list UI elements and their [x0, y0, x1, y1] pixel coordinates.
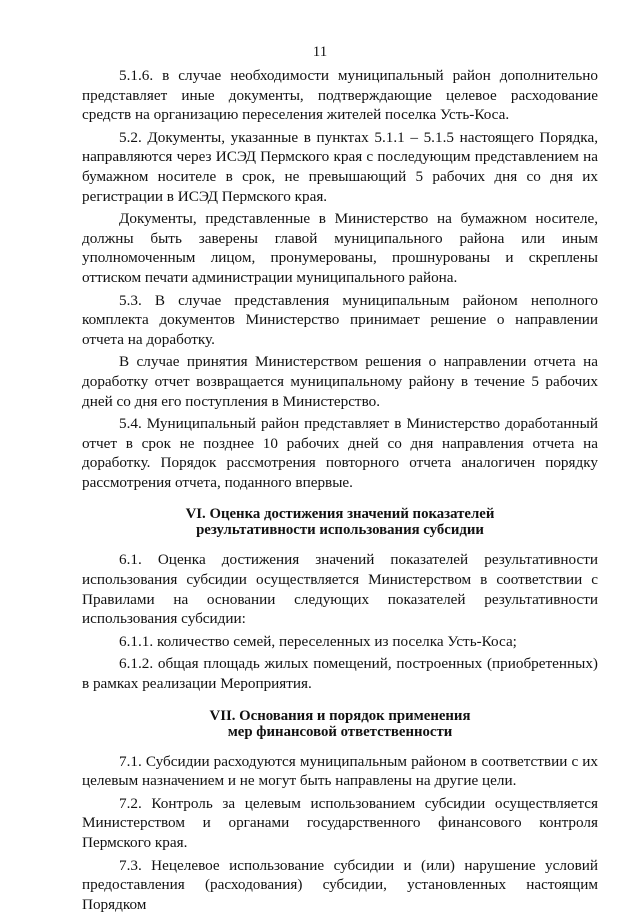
section-6-heading — [82, 506, 598, 538]
paragraph-5-2: 5.2. Документы, указанные в пунктах 5.1.1 – 5.1.5 настоящего Порядка, направляются через ИСЭД Пермского края с последующим представлением на бумажном носителе в срок, не превышающий 5 рабочих дня со дня их регистрации в ИСЭД Пермского края. — [82, 128, 598, 205]
paragraph-6-1-1: 6.1.1. количество семей, переселенных из поселка Усть-Коса; — [119, 632, 517, 650]
paragraph-5-4: 5.4. Муниципальный район представляет в Министерство доработанный отчет в срок не позднее 10 рабочих дней со дня направления отчета на доработку. Порядок рассмотрения повторного отчета аналогичен порядку рассмотрения отчета, поданного впервые. — [82, 415, 598, 491]
paragraph-5-1-6: 5.1.6. в случае необходимости муниципальный район дополнительно представляет иные документы, подтверждающие целевое расходование средств на организацию переселения жителей поселка Усть-Коса. — [82, 67, 598, 124]
page-number: 11 — [312, 44, 328, 60]
section-7-heading-line2: мер финансовой ответственности — [227, 723, 453, 740]
section-6-heading-line1: VI. Оценка достижения значений показателей — [185, 506, 495, 523]
section-7-heading-line1: VII. Основания и порядок применения — [209, 707, 471, 724]
paragraph-7-2: 7.2. Контроль за целевым использованием субсидии осуществляется Министерством и органами государственного финансового контроля Пермского края. — [82, 794, 598, 851]
paragraph-documents-paper: Документы, представленные в Министерство на бумажном носителе, должны быть заверены главой муниципального района или иным уполномоченным лицом, пронумерованы, прошнурованы и скреплены оттиском печати администрации муниципального района. — [82, 210, 598, 286]
paragraph-7-3: 7.3. Нецелевое использование субсидии и (или) нарушение условий предоставления (расходования) субсидии, установленных настоящим Порядком — [82, 856, 598, 913]
section-6-heading-line2: результативности использования субсидии — [196, 522, 484, 539]
section-7-heading — [82, 708, 598, 740]
paragraph-7-1: 7.1. Субсидии расходуются муниципальным районом в соответствии с их целевым назначением и не могут быть направлены на другие цели. — [82, 752, 598, 790]
paragraph-6-1-2: 6.1.2. общая площадь жилых помещений, построенных (приобретенных) в рамках реализации Мероприятия. — [82, 655, 598, 693]
paragraph-5-3: 5.3. В случае представления муниципальным районом неполного комплекта документов Министерство принимает решение о направлении отчета на доработку. — [82, 291, 598, 348]
paragraph-return-report: В случае принятия Министерством решения о направлении отчета на доработку отчет возвращается муниципальному району в течение 5 рабочих дней со дня его поступления в Министерство. — [82, 353, 598, 410]
document-body — [82, 66, 598, 917]
paragraph-6-1: 6.1. Оценка достижения значений показателей результативности использования субсидии осуществляется Министерством в соответствии с Правилами на основании следующих показателей результативности использования субсидии: — [82, 551, 598, 628]
